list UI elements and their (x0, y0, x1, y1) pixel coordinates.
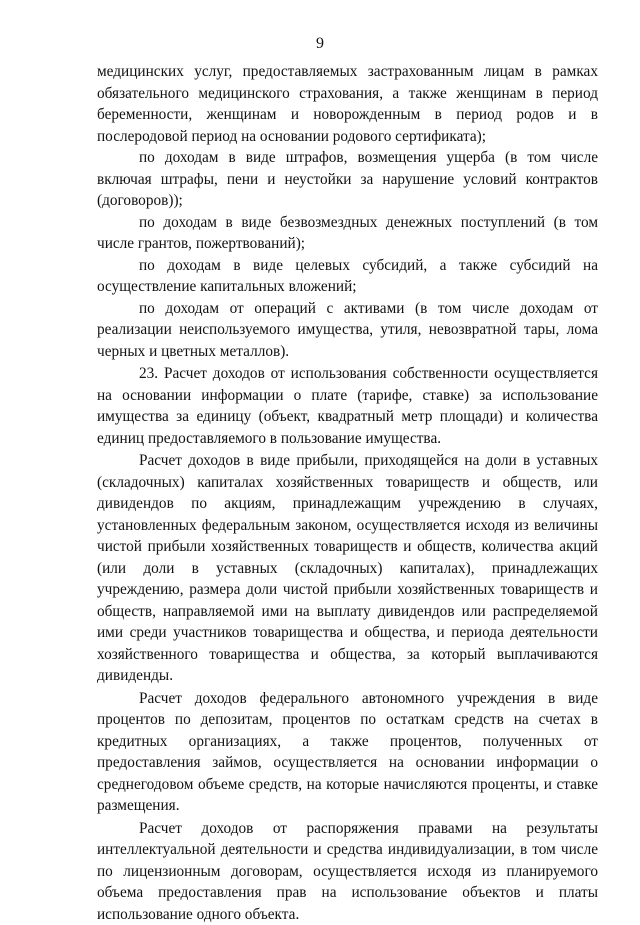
paragraph-intellectual-property: Расчет доходов от распоряжения правами на результаты интеллектуальной деятельности и средства индивидуализации, в том числе по лицензионным договорам, осуществляется исходя из планируемого объема предоставления прав на использование объектов и платы использование одного объекта. (97, 818, 598, 925)
paragraph-target-subsidies: по доходам в виде целевых субсидий, а также субсидий на осуществление капитальных вложений; (97, 255, 598, 298)
paragraph-item-23: 23. Расчет доходов от использования собственности осуществляется на основании информации о плате (тарифе, ставке) за использование имущества за единицу (объект, квадратный метр площади) и количества единиц предоставляемого в пользование имущества. (97, 363, 598, 449)
paragraph-profit-dividends: Расчет доходов в виде прибыли, приходящейся на доли в уставных (складочных) капиталах хозяйственных товариществ и обществ, или дивидендов по акциям, принадлежащим учреждению в случаях, установленных федеральным законом, осуществляется исходя из величины чистой прибыли хозяйственных товариществ и обществ, количества акций (или доли в уставных (складочных) капиталах), принадлежащих учреждению, размера доли чистой прибыли хозяйственных товариществ и обществ, направляемой ими на выплату дивидендов или распределяемой ими среди участников товарищества и общества, и периода деятельности хозяйственного товарищества и общества, за который выплачиваются дивиденды. (97, 450, 598, 687)
paragraph-asset-operations: по доходам от операций с активами (в том числе доходам от реализации неиспользуемого имущества, утиля, невозвратной тары, лома черных и цветных металлов). (97, 298, 598, 363)
paragraph-gratuitous-receipts: по доходам в виде безвозмездных денежных поступлений (в том числе грантов, пожертвований); (97, 212, 598, 255)
page-number: 9 (0, 34, 640, 54)
paragraph-interest-income: Расчет доходов федерального автономного учреждения в виде процентов по депозитам, процентов по остаткам средств на счетах в кредитных организациях, а также процентов, полученных от предоставления займов, осуществляется на основании информации о среднегодовом объеме средств, на которые начисляются проценты, и ставке размещения. (97, 688, 598, 817)
document-body (97, 61, 598, 925)
paragraph-continued: медицинских услуг, предоставляемых застрахованным лицам в рамках обязательного медицинского страхования, а также женщинам в период беременности, женщинам и новорожденным в период родов и в послеродовой период на основании родового сертификата); (97, 61, 598, 147)
paragraph-fines: по доходам в виде штрафов, возмещения ущерба (в том числе включая штрафы, пени и неустойки за нарушение условий контрактов (договоров)); (97, 147, 598, 212)
